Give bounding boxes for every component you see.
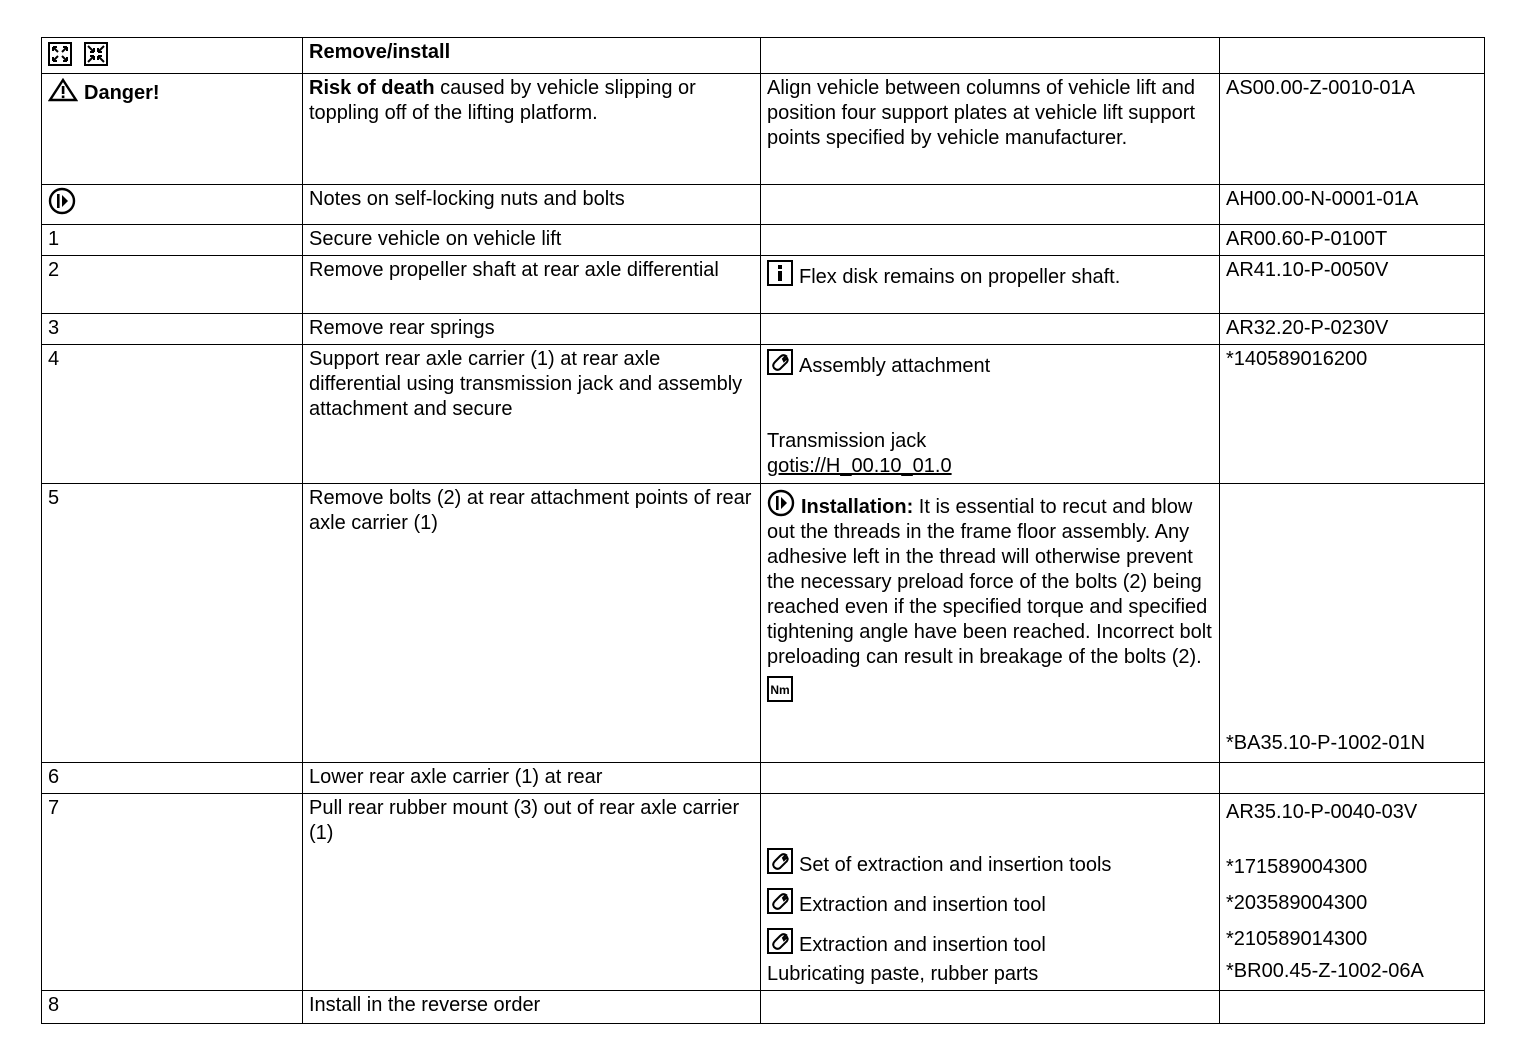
- step-3-ref-cell: [1220, 314, 1485, 345]
- step-7-tool-3: Extraction and insertion tool: [799, 934, 1046, 956]
- step-6-num: [42, 763, 303, 794]
- header-icons-cell: [42, 38, 303, 74]
- danger-text-cell: [303, 74, 761, 185]
- step-3-num: [42, 314, 303, 345]
- notes-row: [42, 185, 1485, 225]
- danger-note: Align vehicle between columns of vehicle lift and position four support plates at vehicle lift support points specified by vehicle manufacturer.: [767, 77, 1196, 149]
- step-5-num: [42, 484, 303, 763]
- step-4-tool-cell: [761, 345, 1220, 484]
- step-7-tools-cell: [761, 794, 1220, 991]
- step-row-7: [42, 794, 1485, 991]
- step-4-text-cell: [303, 345, 761, 484]
- step-5-install-text: It is essential to recut and blow out the threads in the frame floor assembly. Any adhesive left in the thread will otherwise prevent the necessary preload force of the bolts (2) being reached even if the specified torque and specified tightening angle have been reached. Incorrect bolt preloading can result in breakage of the bolts (2).: [767, 496, 1212, 668]
- step-row-5: [42, 484, 1485, 763]
- step-7-tool-1: Set of extraction and insertion tools: [799, 854, 1112, 876]
- step-1-num: [42, 225, 303, 256]
- danger-risk-bold: Risk of death: [309, 77, 435, 99]
- step-7-tool-2: Extraction and insertion tool: [799, 894, 1046, 916]
- step-row-8: [42, 991, 1485, 1024]
- step-5-install-cell: [761, 484, 1220, 763]
- notes-ref: AH00.00-N-0001-01A: [1226, 188, 1419, 210]
- torque-nm-icon: [767, 676, 793, 702]
- remove-icon: [48, 42, 72, 66]
- step-1-ref: AR00.60-P-0100T: [1226, 228, 1388, 250]
- step-2-text-cell: [303, 256, 761, 314]
- step-8-text: Install in the reverse order: [309, 994, 541, 1016]
- step-6-empty-ref: [1220, 763, 1485, 794]
- document-page: [41, 37, 1484, 1024]
- step-row-2: [42, 256, 1485, 314]
- svg-text:Nm: Nm: [770, 683, 790, 697]
- step-4-text: Support rear axle carrier (1) at rear axle differential using transmission jack and assembly attachment and secure: [309, 348, 743, 420]
- danger-risk-text: caused by vehicle slipping or toppling off of the lifting platform.: [309, 77, 696, 124]
- step-4-number: 4: [48, 348, 60, 370]
- step-row-3: [42, 314, 1485, 345]
- step-7-ref: AR35.10-P-0040-03V: [1226, 801, 1418, 823]
- step-6-text: Lower rear axle carrier (1) at rear: [309, 766, 603, 788]
- step-5-text: Remove bolts (2) at rear attachment points of rear axle carrier (1): [309, 487, 752, 534]
- step-8-number: 8: [48, 994, 60, 1016]
- note-arrow-icon: [48, 187, 76, 215]
- step-4-tool: Assembly attachment: [799, 355, 991, 377]
- install-icon: [84, 42, 108, 66]
- step-7-number: 7: [48, 797, 60, 819]
- danger-label-cell: [42, 74, 303, 185]
- step-8-empty-ref: [1220, 991, 1485, 1024]
- header-empty-cell-2: [1220, 38, 1485, 74]
- step-7-text: Pull rear rubber mount (3) out of rear axle carrier (1): [309, 797, 740, 844]
- header-empty-cell: [761, 38, 1220, 74]
- step-8-text-cell: [303, 991, 761, 1024]
- procedure-table: [41, 37, 1485, 1024]
- step-row-1: [42, 225, 1485, 256]
- note-arrow-icon: [767, 489, 795, 517]
- notes-text: Notes on self-locking nuts and bolts: [309, 188, 625, 210]
- step-2-ref-cell: [1220, 256, 1485, 314]
- step-7-ref-cell: [1220, 794, 1485, 991]
- step-5-text-cell: [303, 484, 761, 763]
- step-7-tool-3-ref: *210589014300: [1226, 928, 1368, 950]
- step-3-ref: AR32.20-P-0230V: [1226, 317, 1389, 339]
- warning-triangle-icon: [48, 78, 78, 102]
- step-8-empty: [761, 991, 1220, 1024]
- step-3-text-cell: [303, 314, 761, 345]
- step-7-paste-ref: *BR00.45-Z-1002-06A: [1226, 960, 1424, 982]
- info-icon: [767, 260, 793, 286]
- step-4-jack-link[interactable]: gotis://H_00.10_01.0: [767, 455, 952, 477]
- danger-ref-cell: [1220, 74, 1485, 185]
- step-5-ref-cell: [1220, 484, 1485, 763]
- step-1-ref-cell: [1220, 225, 1485, 256]
- step-6-number: 6: [48, 766, 60, 788]
- danger-label: Danger!: [84, 82, 160, 104]
- header-row: [42, 38, 1485, 74]
- notes-empty-cell: [761, 185, 1220, 225]
- step-8-num: [42, 991, 303, 1024]
- step-7-tool-2-ref: *203589004300: [1226, 892, 1368, 914]
- step-2-text: Remove propeller shaft at rear axle differential: [309, 259, 719, 281]
- header-title-text: Remove/install: [309, 41, 451, 63]
- danger-ref: AS00.00-Z-0010-01A: [1226, 77, 1416, 99]
- step-2-note-cell: [761, 256, 1220, 314]
- step-3-empty: [761, 314, 1220, 345]
- step-1-text: Secure vehicle on vehicle lift: [309, 228, 562, 250]
- step-2-note: Flex disk remains on propeller shaft.: [799, 266, 1121, 288]
- danger-note-cell: [761, 74, 1220, 185]
- step-7-paste: Lubricating paste, rubber parts: [767, 963, 1039, 985]
- step-4-jack: Transmission jack: [767, 430, 927, 452]
- step-1-number: 1: [48, 228, 60, 250]
- step-5-torque-ref: *BA35.10-P-1002-01N: [1226, 732, 1426, 754]
- step-row-6: [42, 763, 1485, 794]
- step-7-tool-1-ref: *171589004300: [1226, 856, 1368, 878]
- step-3-number: 3: [48, 317, 60, 339]
- step-5-number: 5: [48, 487, 60, 509]
- header-title: [303, 38, 761, 74]
- step-4-tool-ref: *140589016200: [1226, 348, 1368, 370]
- step-4-num: [42, 345, 303, 484]
- notes-text-cell: [303, 185, 761, 225]
- step-7-num: [42, 794, 303, 991]
- special-tool-icon: [767, 349, 793, 375]
- notes-ref-cell: [1220, 185, 1485, 225]
- special-tool-icon: [767, 848, 793, 874]
- special-tool-icon: [767, 928, 793, 954]
- step-6-empty: [761, 763, 1220, 794]
- special-tool-icon: [767, 888, 793, 914]
- step-5-install-label: Installation:: [801, 496, 914, 518]
- step-4-ref-cell: [1220, 345, 1485, 484]
- step-2-number: 2: [48, 259, 60, 281]
- step-6-text-cell: [303, 763, 761, 794]
- step-1-empty: [761, 225, 1220, 256]
- step-2-num: [42, 256, 303, 314]
- step-2-ref: AR41.10-P-0050V: [1226, 259, 1389, 281]
- danger-row: [42, 74, 1485, 185]
- step-1-text-cell: [303, 225, 761, 256]
- step-3-text: Remove rear springs: [309, 317, 495, 339]
- step-7-text-cell: [303, 794, 761, 991]
- step-row-4: [42, 345, 1485, 484]
- notes-icon-cell: [42, 185, 303, 225]
